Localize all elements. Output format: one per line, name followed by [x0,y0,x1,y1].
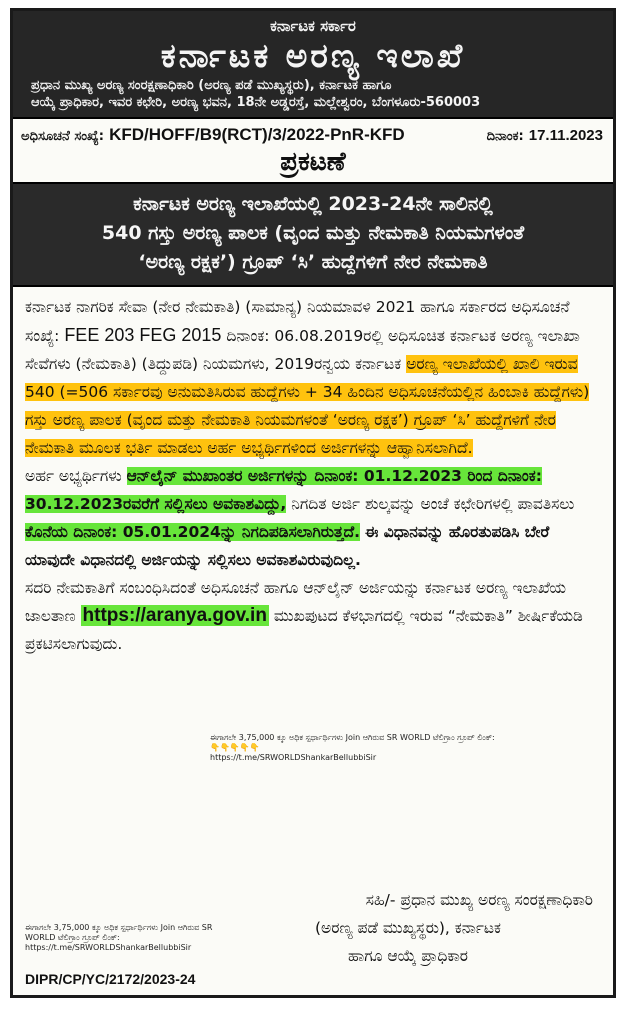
reference-number: KFD/HOFF/B9(RCT)/3/2022-PnR-KFD [109,125,405,144]
inline-telegram-note [210,733,610,763]
p1-text-b: ದಿನಾಂಕ: 06.08.2019ರಲ್ಲಿ ಅಧಿಸೂಚಿತ ಕರ್ನಾಟಕ ಅರಣ್ಯ ಇಲಾಖಾ ಸೇವೆಗಳು (ನೇಮಕಾತಿ) (ತಿದ್ದುಪಡಿ) ನಿಯಮಗಳು, 2019ರನ್ವಯ ಕರ್ನಾಟಕ [25,327,580,373]
government-name: ಕರ್ನಾಟಕ ಸರ್ಕಾರ [270,17,356,35]
p2-text-a: ಅರ್ಹ ಅಭ್ಯರ್ಥಿಗಳು [25,467,122,485]
inline-note-text: ಈಗಾಗಲೇ 3,75,000 ಕ್ಕೂ ಅಧಿಕ ಸ್ಪರ್ಧಾರ್ಥಿಗಳು Join ಆಗಿರುವ SR WORLD ಟೆಲಿಗ್ರಾಂ ಗ್ರೂಪ್ ಲಿಂಕ್: [210,733,495,742]
p2-text-b: ನಿಗದಿತ ಅರ್ಜಿ ಶುಲ್ಕವನ್ನು ಅಂಚೆ ಕಛೇರಿಗಳಲ್ಲಿ ಪಾವತಿಸಲು [291,495,575,513]
department-name: ಕರ್ನಾಟಕ ಅರಣ್ಯ ಇಲಾಖೆ [160,36,466,75]
p1-text-a: ಕರ್ನಾಟಕ ನಾಗರಿಕ ಸೇವಾ (ನೇರ ನೇಮಕಾತಿ) (ಸಾಮಾನ್ಯ) ನಿಯಮಾವಳಿ 2021 ಹಾಗೂ ಸರ್ಕಾರದ ಅಧಿಸೂಚನೆ ಸಂಖ್ಯೆ: [25,298,570,345]
reference-label: ಅಧಿಸೂಚನೆ ಸಂಖ್ಯೆ: [21,129,104,144]
footnote-text: ಈಗಾಗಲೇ 3,75,000 ಕ್ಕೂ ಅಧಿಕ ಸ್ಪರ್ಧಾರ್ಥಿಗಳು Join ಆಗಿರುವ SR WORLD ಟೆಲಿಗ್ರಾಂ ಗ್ರೂಪ್ ಲಿಂಕ್: [25,923,213,942]
footnote-telegram [25,923,225,953]
p2-highlight-last-date: ಕೊನೆಯ ದಿನಾಂಕ: 05.01.2024ನ್ನು ನಿಗದಿಪಡಿಸಲಾಗಿರುತ್ತದೆ. [25,523,360,541]
signature-block [223,886,593,970]
paragraph-2 [25,462,603,574]
reference-row [13,119,613,147]
notice-page [10,8,616,998]
footnote-link[interactable]: https://t.me/SRWORLDShankarBellubbiSir [25,943,192,952]
p3-text-a: ಸದರಿ ನೇಮಕಾತಿಗೆ ಸಂಬಂಧಿಸಿದಂತೆ ಅಧಿಸೂಚನೆ ಹಾಗೂ ಆನ್‌ಲೈನ್ ಅರ್ಜಿಯನ್ನು ಕರ್ನಾಟಕ ಅರಣ್ಯ ಇಲಾಖೆಯ ಜಾಲತಾಣ [25,579,566,625]
headline-line-3: ‘ಅರಣ್ಯ ರಕ್ಷಕ’) ಗ್ರೂಪ್ ‘ಸಿ’ ಹುದ್ದೆಗಳಿಗೆ ನೇರ ನೇಮಕಾತಿ [138,251,488,273]
notice-date: 17.11.2023 [528,127,603,144]
paragraph-3 [25,574,603,658]
p1-highlight: ಅರಣ್ಯ ಇಲಾಖೆಯಲ್ಲಿ ಖಾಲಿ ಇರುವ 540 (=506 ಸರ್ಕಾರವು ಅನುಮತಿಸಿರುವ ಹುದ್ದೆಗಳು + 34 ಹಿಂದಿನ ಅಧಿಸೂಚನೆಯಲ್ಲಿನ ಹಿಂಬಾಕಿ ಹುದ್ದೆಗಳು) ಗಸ್ತು ಅರಣ್ಯ ಪಾಲಕ (ವೃಂದ ಮತ್ತು ನೇಮಕಾತಿ ನಿಯಮಗಳಂತೆ ‘ಅರಣ್ಯ ರಕ್ಷಕ’) ಗ್ರೂಪ್ ‘ಸಿ’ ಹುದ್ದೆಗಳಿಗೆ ನೇರ ನೇಮಕಾತಿ ಮೂಲಕ ಭರ್ತಿ ಮಾಡಲು ಅರ್ಹ ಅಭ್ಯರ್ಥಿಗಳಿಂದ ಅರ್ಜಿಗಳನ್ನು ಆಹ್ವಾನಿಸಲಾಗಿದೆ. [25,355,590,457]
inline-note-link[interactable]: https://t.me/SRWORLDShankarBellubbiSir [210,753,377,762]
p3-text-b: ಮುಖಪುಟದ ಕೆಳಭಾಗದಲ್ಲಿ ಇರುವ “ನೇಮಕಾತಿ” ಶೀರ್ಷಿಕೆಯಡಿ ಪ್ರಕಟಿಸಲಾಗುವುದು. [25,607,583,653]
headline-block [13,184,613,287]
website-link[interactable]: https://aranya.gov.in [82,605,267,626]
signature-line-2: (ಅರಣ್ಯ ಪಡೆ ಮುಖ್ಯಸ್ಥರು), ಕರ್ನಾಟಕ [315,919,501,937]
p2-text-c: ಈ ವಿಧಾನವನ್ನು ಹೊರತುಪಡಿಸಿ ಬೇರೆ ಯಾವುದೇ ವಿಧಾನದಲ್ಲಿ ಅರ್ಜಿಯನ್ನು ಸಲ್ಲಿಸಲು ಅವಕಾಶವಿರುವುದಿಲ್ಲ. [25,523,550,569]
headline-line-1: ಕರ್ನಾಟಕ ಅರಣ್ಯ ಇಲಾಖೆಯಲ್ಲಿ 2023-24ನೇ ಸಾಲಿನಲ್ಲಿ [133,193,493,215]
signature-line-1: ಸಹಿ/- ಪ್ರಧಾನ ಮುಖ್ಯ ಅರಣ್ಯ ಸಂರಕ್ಷಣಾಧಿಕಾರಿ [365,891,593,909]
signature-line-3: ಹಾಗೂ ಆಯ್ಕೆ ಪ್ರಾಧಿಕಾರ [347,947,468,965]
paragraph-1 [25,293,603,462]
masthead [13,11,613,119]
date-label: ದಿನಾಂಕ: [486,129,524,144]
notice-body [13,287,613,658]
office-line-1: ಪ್ರಧಾನ ಮುಖ್ಯ ಅರಣ್ಯ ಸಂರಕ್ಷಣಾಧಿಕಾರಿ (ಅರಣ್ಯ ಪಡೆ ಮುಖ್ಯಸ್ಥರು), ಕರ್ನಾಟಕ ಹಾಗೂ [31,78,392,93]
pointer-icons: 👇👇👇👇👇 [210,743,260,752]
p2-highlight-dates: ಆನ್‌ಲೈನ್ ಮುಖಾಂತರ ಅರ್ಜಿಗಳನ್ನು ದಿನಾಂಕ: 01.12.2023 ರಿಂದ ದಿನಾಂಕ: 30.12.2023ರವರೆಗೆ ಸಲ್ಲಿಸಲು ಅವಕಾಶವಿದ್ದು, [25,467,542,513]
headline-line-2: 540 ಗಸ್ತು ಅರಣ್ಯ ಪಾಲಕ (ವೃಂದ ಮತ್ತು ನೇಮಕಾತಿ ನಿಯಮಗಳಂತೆ [101,222,525,244]
office-line-2: ಆಯ್ಕೆ ಪ್ರಾಧಿಕಾರ, ಇವರ ಕಛೇರಿ, ಅರಣ್ಯ ಭವನ, 18ನೇ ಅಡ್ಡರಸ್ತೆ, ಮಲ್ಲೇಶ್ವರಂ, ಬೆಂಗಳೂರು-560003 [31,95,481,110]
p1-order-number: FEE 203 FEG 2015 [64,325,222,345]
dipr-code: DIPR/CP/YC/2172/2023-24 [25,971,196,987]
notice-title: ಪ್ರಕಟಣೆ [13,147,613,184]
